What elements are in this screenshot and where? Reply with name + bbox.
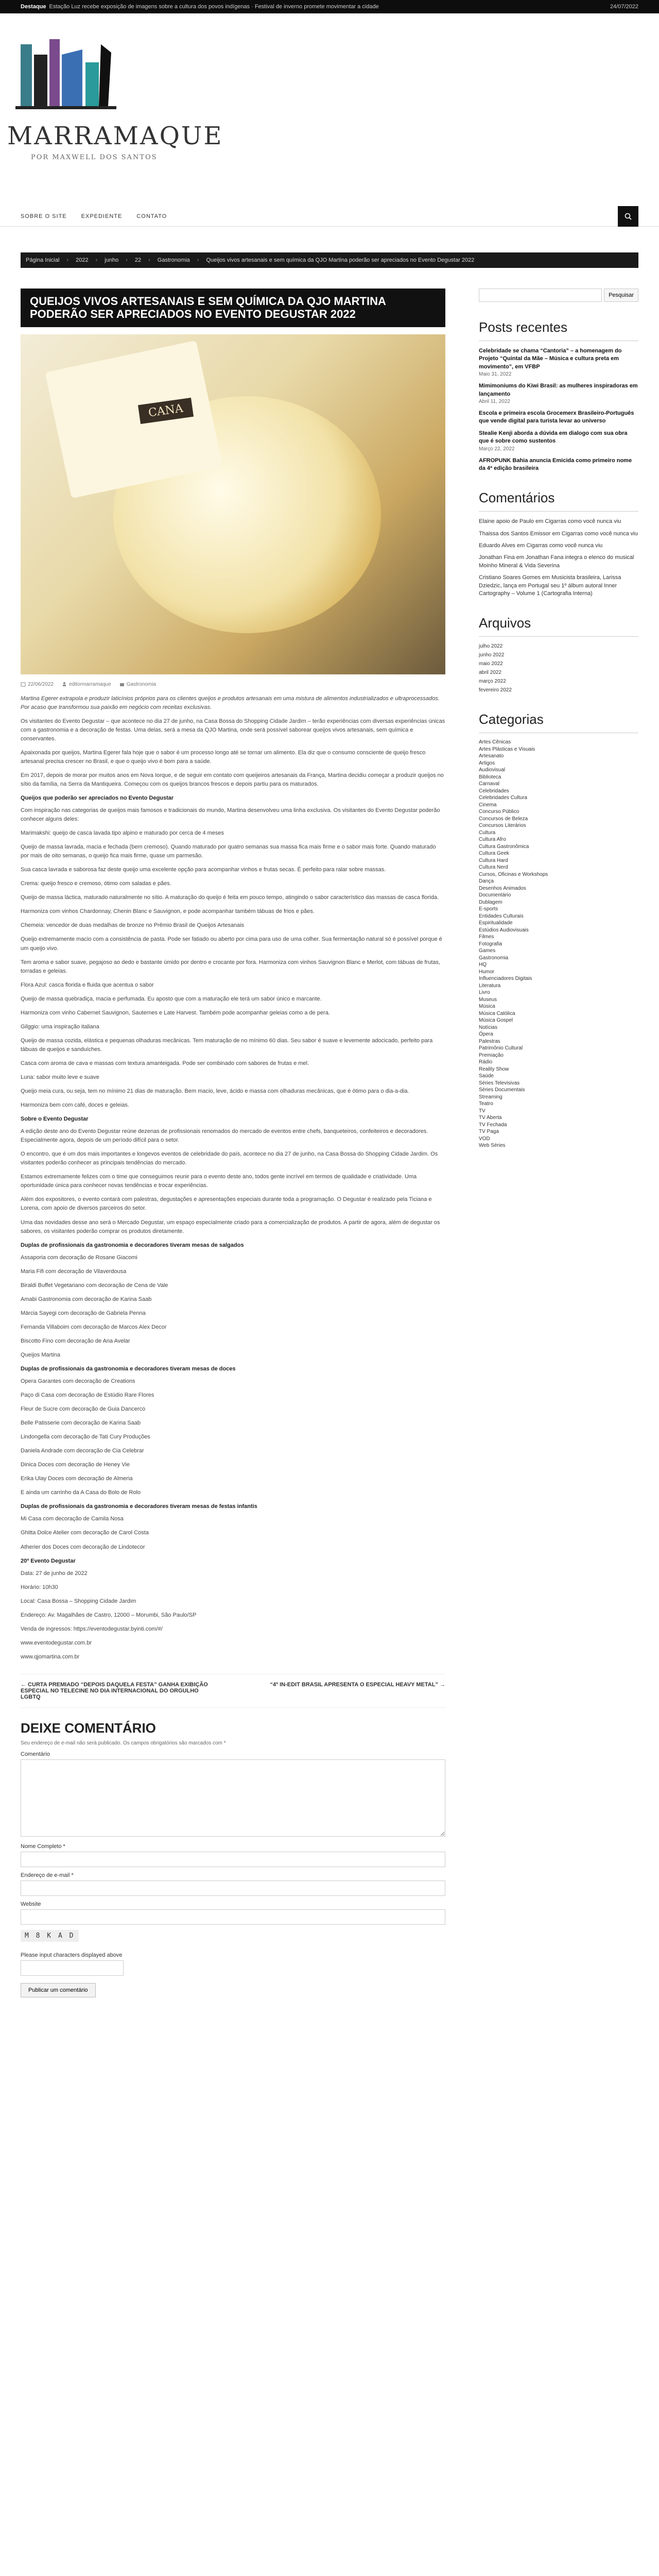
archive-link[interactable]: março 2022 [479, 679, 506, 685]
post-paragraph: www.qjomartina.com.br [21, 1653, 80, 1660]
post-paragraph: Queijos Martina [21, 1351, 61, 1358]
site-branding [0, 13, 659, 209]
captcha-field[interactable] [21, 1960, 124, 1976]
comment-form [21, 1720, 445, 1997]
post-body [21, 694, 445, 1662]
breadcrumb-category[interactable]: Gastronomia [157, 257, 190, 263]
category-link[interactable]: Séries Televisivas [479, 1080, 520, 1086]
recent-posts-list [479, 347, 638, 472]
category-link[interactable]: Games [479, 948, 496, 954]
post-paragraph: Gilggio: uma inspiração italiana [21, 1023, 99, 1030]
main-nav [0, 206, 659, 227]
category-link[interactable]: Concursos Literários [479, 823, 526, 829]
recent-posts-title: Posts recentes [479, 319, 638, 341]
recent-post-item[interactable] [479, 347, 638, 378]
post-paragraph: Dinica Doces com decoração de Heney Vie [21, 1462, 130, 1468]
post-paragraph: Endereço: Av. Magalhães de Castro, 12000 – Morumbi, São Paulo/SP [21, 1612, 197, 1618]
category-link[interactable]: Celebridades Cultura [479, 795, 527, 801]
category-link[interactable]: Filmes [479, 934, 494, 940]
post-paragraph: Apaixonada por queijos, Martina Egerer fala hoje que o sabor é um processo longo até se tornar um alimento. Ela diz que o consumo consciente de queijo fresco artesanal precisa crescer no Brasil, e que o queijo vivo é bom para a saúde. [21, 749, 426, 765]
category-link[interactable]: Patrimônio Cultural [479, 1045, 523, 1052]
category-link[interactable]: TV Fechada [479, 1122, 507, 1128]
post-navigation [21, 1674, 445, 1708]
recent-comments-list [479, 518, 638, 598]
post-subheading: Duplas de profissionais da gastronomia e decoradores tiveram mesas de festas infantis [21, 1503, 257, 1510]
recent-posts-widget [479, 319, 638, 472]
category-link[interactable]: Séries Documentais [479, 1087, 525, 1093]
name-field[interactable] [21, 1852, 445, 1867]
post-paragraph: Marimakshi: queijo de casca lavada tipo alpino e maturado por cerca de 4 meses [21, 830, 224, 837]
category-link[interactable]: Carnaval [479, 781, 500, 787]
category-link[interactable]: Dublagem [479, 899, 502, 905]
recent-post-date: Março 22, 2022 [479, 446, 515, 452]
post-paragraph: Fernanda Villaboim com decoração de Marcos Alex Decor [21, 1324, 167, 1330]
recent-comment-item[interactable]: Cristiano Soares Gomes em Musicista brasileira, Larissa Dziedzic, lança em Portugal seu 1º álbum autoral Inner Cartography – Volume 1 (Cartografia Interna) [479, 574, 621, 597]
post-subheading: Duplas de profissionais da gastronomia e decoradores tiveram mesas de doces [21, 1365, 236, 1372]
breadcrumb: Página Inicial › 2022 › junho › 22 › Gastronomia › Queijos vivos artesanais e sem química da QJO Martina poderão ser apreciados no Evento Degustar 2022 [21, 252, 638, 268]
category-link[interactable]: Cultura Afro [479, 837, 506, 843]
ticker-label: Destaque [21, 4, 46, 10]
post-paragraph: Amabi Gastronomia com decoração de Karina Saab [21, 1296, 152, 1302]
post-author-text: editormarramaque [69, 681, 111, 687]
comments-widget [479, 490, 638, 598]
recent-post-date: Abril 11, 2022 [479, 398, 510, 404]
category-link[interactable]: Concursos de Beleza [479, 816, 528, 822]
post-meta [21, 682, 445, 687]
archives-widget [479, 615, 638, 694]
comments-title: Comentários [479, 490, 638, 512]
calendar-icon [21, 682, 26, 687]
post-paragraph: Ghitta Dolce Atelier com decoração de Carol Costa [21, 1530, 149, 1536]
category-link[interactable]: Streaming [479, 1094, 502, 1100]
post-paragraph: Os visitantes do Evento Degustar – que acontece no dia 27 de junho, na Casa Bossa do Shopping Cidade Jardim – terão experiências com diversas experiências únicas com a gastronomia e a decoração de festas. Uma delas, será a mesa da QJO Martina, onde será possível saborear queijos vivos artesanais, sem química e conservantes. [21, 718, 445, 742]
archive-link[interactable]: julho 2022 [479, 643, 503, 650]
category-link[interactable]: Cultura Gastronômica [479, 843, 529, 850]
category-link[interactable]: Documentário [479, 892, 511, 899]
recent-post-title: Mimimoniums do Kiwi Brasil: as mulheres inspiradoras em lançamento [479, 383, 638, 397]
search-icon [625, 213, 632, 220]
breadcrumb-current: Queijos vivos artesanais e sem química da QJO Martina poderão ser apreciados no Evento Degustar 2022 [206, 257, 475, 263]
category-link[interactable]: Cursos, Oficinas e Workshops [479, 871, 548, 877]
category-link[interactable]: Palestras [479, 1038, 500, 1044]
category-link[interactable]: Música Católica [479, 1010, 515, 1016]
user-icon [62, 682, 67, 687]
category-link[interactable]: Estúdios Audiovisuais [479, 927, 529, 933]
post-author[interactable] [62, 682, 111, 687]
post-paragraph: Horário: 10h30 [21, 1584, 58, 1590]
captcha-image: M 8 K A D [21, 1930, 79, 1942]
site-tagline: POR MAXWELL DOS SANTOS [31, 154, 158, 161]
post-paragraph: Em 2017, depois de morar por muitos anos em Nova Iorque, e de seguir em contato com queijeiros artesanais da França, Martina decidiu começar a produzir queijos no sítio da família, na Serra da Mantiqueira. Começou com os queijos brancos frescos e depois partiu para os maturados. [21, 772, 444, 787]
categories-list [479, 739, 638, 1149]
current-date: 24/07/2022 [610, 4, 638, 10]
category-link[interactable]: Ópera [479, 1031, 493, 1038]
post-category-text: Gastronomia [126, 681, 157, 687]
post-paragraph: Assaporia com decoração de Rosane Giacomi [21, 1254, 137, 1261]
post-paragraph: Uma das novidades desse ano será o Mercado Degustar, um espaço especialmente criado para a comercialização de produtos. A partir de agora, além de degustar os sabores, os visitantes poderão comprar os produtos diretamente. [21, 1219, 440, 1234]
post-paragraph: Tem aroma e sabor suave, pegajoso ao dedo e bastante úmido por dentro e crocante por fora. Harmoniza com vinhos Sauvignon Blanc e Merlot, com tábuas de frutas, torradas e geleias. [21, 959, 441, 974]
ticker-text[interactable]: Estação Luz recebe exposição de imagens sobre a cultura dos povos indígenas · Festival de inverno promete movimentar a cidade [49, 4, 379, 10]
post-title: QUEIJOS VIVOS ARTESANAIS E SEM QUÍMICA DA QJO MARTINA PODERÃO SER APRECIADOS NO EVENTO DEGUSTAR 2022 [21, 289, 445, 327]
category-link[interactable]: Influenciadores Digitais [479, 976, 532, 982]
category-link[interactable]: Desenhos Animados [479, 885, 526, 891]
post-paragraph: Sua casca lavrada e saborosa faz deste queijo uma excelente opção para acompanhar vinhos e frutas secas. É perfeito para ralar sobre massas. [21, 867, 386, 873]
post-subheading: Duplas de profissionais da gastronomia e decoradores tiveram mesas de salgados [21, 1242, 244, 1248]
category-link[interactable]: Gastronomia [479, 955, 509, 961]
recent-comment-item[interactable]: Thaissa dos Santos Emissor em Cigarras como você nunca viu [479, 530, 638, 537]
category-link[interactable]: Cultura Nerd [479, 865, 508, 871]
site-title[interactable]: MARRAMAQUE [7, 122, 223, 150]
category-link[interactable]: TV Paga [479, 1129, 499, 1135]
post-paragraph: Fleur de Sucre com decoração de Guia Dancerco [21, 1406, 146, 1413]
post-paragraph: Chemeia: vencedor de duas medalhas de bronze no Prêmio Brasil de Queijos Artesanais [21, 922, 245, 929]
archives-list [479, 643, 638, 694]
category-link[interactable]: Teatro [479, 1101, 493, 1107]
category-link[interactable]: Biblioteca [479, 774, 501, 780]
email-field[interactable] [21, 1880, 445, 1896]
recent-post-title: Celebridade se chama “Cantoria” – a homenagem do Projeto “Quintal da Mãe – Música e cultura preta em movimento”, em VFBP [479, 348, 622, 370]
post-paragraph: Erika Ulay Doces com decoração de Almeria [21, 1476, 133, 1482]
recent-comment-item[interactable]: Eduardo Alves em Cigarras como você nunca viu [479, 543, 603, 549]
category-link[interactable]: Audiovisual [479, 767, 506, 773]
post-paragraph: Data: 27 de junho de 2022 [21, 1570, 88, 1577]
category-link[interactable]: TV [479, 1108, 485, 1114]
post-paragraph: Belle Patisserie com decoração de Karina Saab [21, 1420, 141, 1427]
category-link[interactable]: Premiação [479, 1052, 504, 1058]
category-link[interactable]: Artes Cênicas [479, 739, 511, 745]
post-paragraph: Queijo de massa quebradiça, macia e perfumada. Eu aposto que com a maturação ele terá um sabor único e marcante. [21, 995, 322, 1002]
post-paragraph: Harmoniza com vinho Cabernet Sauvignon, Sauternes e Late Harvest. Também pode acompanhar geleias como a de pera. [21, 1009, 330, 1016]
post-paragraph: Harmoniza bem com café, doces e geleias. [21, 1102, 129, 1109]
post-content [21, 289, 445, 1997]
comment-note: Seu endereço de e-mail não será publicado. Os campos obrigatórios são marcados com * [21, 1740, 226, 1746]
category-link[interactable]: Saúde [479, 1073, 494, 1079]
post-featured-image [21, 334, 445, 674]
news-ticker[interactable] [21, 4, 484, 10]
post-paragraph: Crema: queijo fresco e cremoso, ótimo com saladas e pães. [21, 880, 171, 887]
post-paragraph: Queijo de massa lavrada, macia e fechada (bem cremoso). Quando maturado por quatro semanas sua massa fica mais firme e o sabor mais forte. Quando maturado por mais de oito semanas, o queijo fica mais firme, quase um parmesão. [21, 844, 436, 859]
category-link[interactable]: Literatura [479, 982, 501, 989]
post-paragraph: Luna: sabor muito leve e suave [21, 1074, 99, 1080]
name-label: Nome Completo * [21, 1843, 65, 1850]
post-paragraph: Com inspiração nas categorias de queijos mais famosos e tradicionais do mundo, Martina desenvolveu uma linha exclusiva. Os visitantes do Evento Degustar poderão conhecer alguns deles: [21, 807, 440, 823]
post-paragraph: Paço di Casa com decoração de Estúdio Rare Flores [21, 1392, 154, 1399]
post-paragraph: Márcia Sayegi com decoração de Gabriela Penna [21, 1310, 146, 1316]
folder-icon [119, 682, 125, 687]
post-paragraph: Biraldi Buffet Vegetariano com decoração de Cena de Vale [21, 1282, 168, 1289]
post-paragraph: www.eventodegustar.com.br [21, 1639, 92, 1646]
category-link[interactable]: Reality Show [479, 1066, 509, 1072]
sidebar-search-input[interactable] [479, 289, 602, 302]
category-link[interactable]: Notícias [479, 1024, 498, 1030]
category-link[interactable]: Cultura Hard [479, 857, 508, 863]
post-paragraph: Martina Egerer extrapola e produzir laticínios próprios para os clientes queijos e produtos artesanais em uma mistura de alimentos industrializados e ultraprocessados. Por acaso que transformou sua paixão em negócio com receitas exclusivas. [21, 695, 440, 710]
category-link[interactable]: Humor [479, 969, 495, 975]
post-paragraph: Local: Casa Bossa – Shopping Cidade Jardim [21, 1598, 136, 1604]
recent-post-item[interactable] [479, 457, 638, 473]
post-paragraph: Daniela Andrade com decoração de Cia Celebrar [21, 1448, 144, 1454]
category-link[interactable]: Rádio [479, 1059, 493, 1065]
captcha-label: Please input characters displayed above [21, 1952, 123, 1958]
post-date-text: 22/06/2022 [28, 681, 54, 687]
sidebar-search [479, 289, 638, 302]
post-subheading: 20º Evento Degustar [21, 1557, 76, 1564]
comment-textarea[interactable] [21, 1759, 445, 1837]
recent-post-title: Escola e primeira escola Grocemerx Brasileiro-Português que vende digital para turista levar ao universo [479, 410, 634, 425]
email-label: Endereço de e-mail * [21, 1872, 74, 1878]
post-category[interactable] [119, 682, 156, 687]
post-paragraph: Mi Casa com decoração de Camila Nosa [21, 1516, 124, 1522]
website-label: Website [21, 1901, 41, 1907]
cheese-label: CANA [138, 398, 194, 424]
post-paragraph: O encontro, que é um dos mais importantes e longevos eventos de celebridade do país, acontece no dia 27 de junho, na Casa Bossa do Shopping Cidade Jardim. Os visitantes poderão conhecer as principais tendências do mercado. [21, 1151, 438, 1166]
post-paragraph: Opera Garantes com decoração de Creations [21, 1378, 135, 1384]
category-link[interactable]: Concurso Público [479, 809, 519, 815]
recent-post-title: AFROPUNK Bahia anuncia Emicida como primeiro nome da 4ª edição brasileira [479, 457, 632, 471]
category-link[interactable]: Celebridades [479, 788, 509, 794]
nav-item-contato[interactable]: CONTATO [136, 213, 167, 219]
category-link[interactable]: Cultura [479, 829, 496, 836]
category-link[interactable]: E-sports [479, 906, 498, 912]
post-paragraph: Atherier dos Doces com decoração de Lindotecor [21, 1544, 145, 1550]
category-link[interactable]: Dança [479, 878, 494, 885]
categories-widget [479, 711, 638, 1149]
sidebar [479, 289, 638, 1150]
category-link[interactable]: TV Aberta [479, 1115, 502, 1121]
archives-title: Arquivos [479, 615, 638, 637]
recent-post-title: Stealie Kenji aborda a dúvida em dialogo com sua obra que é sobre como sustentos [479, 430, 628, 445]
search-toggle-button[interactable] [618, 206, 638, 227]
website-field[interactable] [21, 1909, 445, 1925]
comment-label: Comentário [21, 1751, 50, 1757]
breadcrumb-year[interactable]: 2022 [76, 257, 89, 263]
archive-link[interactable]: maio 2022 [479, 661, 503, 667]
comment-title: DEIXE COMENTÁRIO [21, 1720, 156, 1736]
post-paragraph: A edição deste ano do Evento Degustar reúne dezenas de profissionais renomados do mercado de eventos entre chefs, banqueteiros, confeiteiros e decoradores. Especialmente agora, depois de um período difícil para o setor. [21, 1128, 428, 1144]
category-link[interactable]: Livro [479, 990, 490, 996]
breadcrumb-month[interactable]: junho [105, 257, 119, 263]
post-date[interactable] [21, 682, 54, 687]
sidebar-search-button[interactable]: Pesquisar [604, 289, 638, 302]
category-link[interactable]: Museus [479, 996, 497, 1003]
categories-title: Categorias [479, 711, 638, 733]
post-subheading: Queijos que poderão ser apreciados no Evento Degustar [21, 795, 174, 802]
post-paragraph: Casca com aroma de cava e massas com textura amanteigada. Pode ser combinado com sabores de frutas e mel. [21, 1060, 309, 1066]
post-paragraph: Queijo extremamente macio com a consistência de pasta. Pode ser fatiado ou aberto por cima para uso de uma colher. Sua fermentação natural só é possível porque é um queijo vivo. [21, 936, 442, 952]
recent-comment-item[interactable]: Elaine apoio de Paulo em Cigarras como você nunca viu [479, 518, 621, 525]
recent-post-item[interactable] [479, 410, 638, 426]
category-link[interactable]: Web Séries [479, 1143, 506, 1149]
category-link[interactable]: Entidades Culturais [479, 913, 524, 919]
category-link[interactable]: Artesanato [479, 753, 504, 759]
post-paragraph: Estamos extremamente felizes com o time que conseguimos reunir para o evento deste ano, todos gente incrível em termos de qualidade e criatividade. Uma oportunidade única para conhecer novas tendências e trocar experiências. [21, 1174, 417, 1189]
category-link[interactable]: Artes Plásticas e Visuais [479, 746, 535, 752]
prev-post-link[interactable]: ← CURTA PREMIADO “DEPOIS DAQUELA FESTA” GANHA EXIBIÇÃO ESPECIAL NO TELECINE NO DIA INTERNACIONAL DO ORGULHO LGBTQ [21, 1681, 208, 1700]
post-paragraph: Biscotto Fino com decoração de Ana Avelar [21, 1337, 130, 1344]
submit-comment-button[interactable]: Publicar um comentário [21, 1983, 96, 1997]
post-paragraph: Além dos expositores, o evento contará com palestras, degustações e apresentações especiais durante toda a programação. O Degustar é realizado pela Ticiana e Lorena, com apoio de diversos parceiros do setor. [21, 1196, 432, 1212]
archive-link[interactable]: fevereiro 2022 [479, 687, 512, 693]
post-paragraph: Lindongella com decoração de Tati Cury Produções [21, 1434, 150, 1440]
post-paragraph: Flora Azul: casca florida e fluida que acentua o sabor [21, 981, 154, 988]
post-paragraph: Queijo meia cura, ou seja, tem no mínimo 21 dias de maturação. Bem macio, leve, ácido e massa com olhaduras mecânicas, que é ótimo para o dia-a-dia. [21, 1088, 409, 1095]
post-paragraph: Harmoniza com vinhos Chardonnay, Chenin Blanc e Sauvignon, e pode acompanhar também tábuas de frios e pães. [21, 908, 315, 915]
logo-icon[interactable] [5, 34, 118, 122]
next-post-link[interactable]: “4º IN-EDIT BRASIL APRESENTA O ESPECIAL HEAVY METAL” → [270, 1681, 445, 1688]
post-paragraph: Maria Fifi com decoração de Vilaverdousa [21, 1268, 127, 1275]
category-link[interactable]: Espiritualidade [479, 920, 513, 926]
post-paragraph: Queijo de massa láctica, maturado naturalmente no sítio. A maturação do queijo é feita em pouco tempo, atingindo o sabor característico das massas de casca florida. [21, 894, 439, 901]
category-link[interactable]: Cinema [479, 802, 497, 808]
category-link[interactable]: Artigos [479, 760, 495, 766]
category-link[interactable]: Música Gospel [479, 1018, 513, 1024]
recent-post-item[interactable] [479, 430, 638, 453]
category-link[interactable]: VOD [479, 1136, 490, 1142]
post-paragraph: Queijo de massa cozida, elástica e pequenas olhaduras mecânicas. Tem maturação de no mínimo 60 dias. Seu sabor é suave e levemente adocicado, perfeito para tábuas de queijos e sanduíches. [21, 1037, 433, 1053]
post-paragraph: E ainda um carrinho da A Casa do Bolo de Rolo [21, 1489, 141, 1496]
category-link[interactable]: HQ [479, 962, 487, 968]
recent-post-item[interactable] [479, 382, 638, 405]
archive-link[interactable]: abril 2022 [479, 670, 501, 676]
nav-item-expediente[interactable]: EXPEDIENTE [81, 213, 123, 219]
category-link[interactable]: Música [479, 1004, 495, 1010]
breadcrumb-home[interactable]: Página Inicial [26, 257, 60, 263]
recent-post-date: Maio 31, 2022 [479, 371, 512, 378]
category-link[interactable]: Cultura Geek [479, 851, 509, 857]
category-link[interactable]: Fotografia [479, 941, 502, 947]
recent-comment-item[interactable]: Jonathan Fina em Jonathan Fana integra o elenco do musical Moinho Mineral & Vida Severina [479, 554, 634, 569]
post-subheading: Sobre o Evento Degustar [21, 1116, 89, 1123]
archive-link[interactable]: junho 2022 [479, 652, 505, 658]
top-bar [0, 0, 659, 13]
post-paragraph: Venda de ingressos: https://eventodegustar.byinti.com/#/ [21, 1625, 163, 1632]
breadcrumb-day[interactable]: 22 [134, 257, 142, 263]
nav-item-sobre[interactable]: SOBRE O SITE [21, 213, 67, 219]
